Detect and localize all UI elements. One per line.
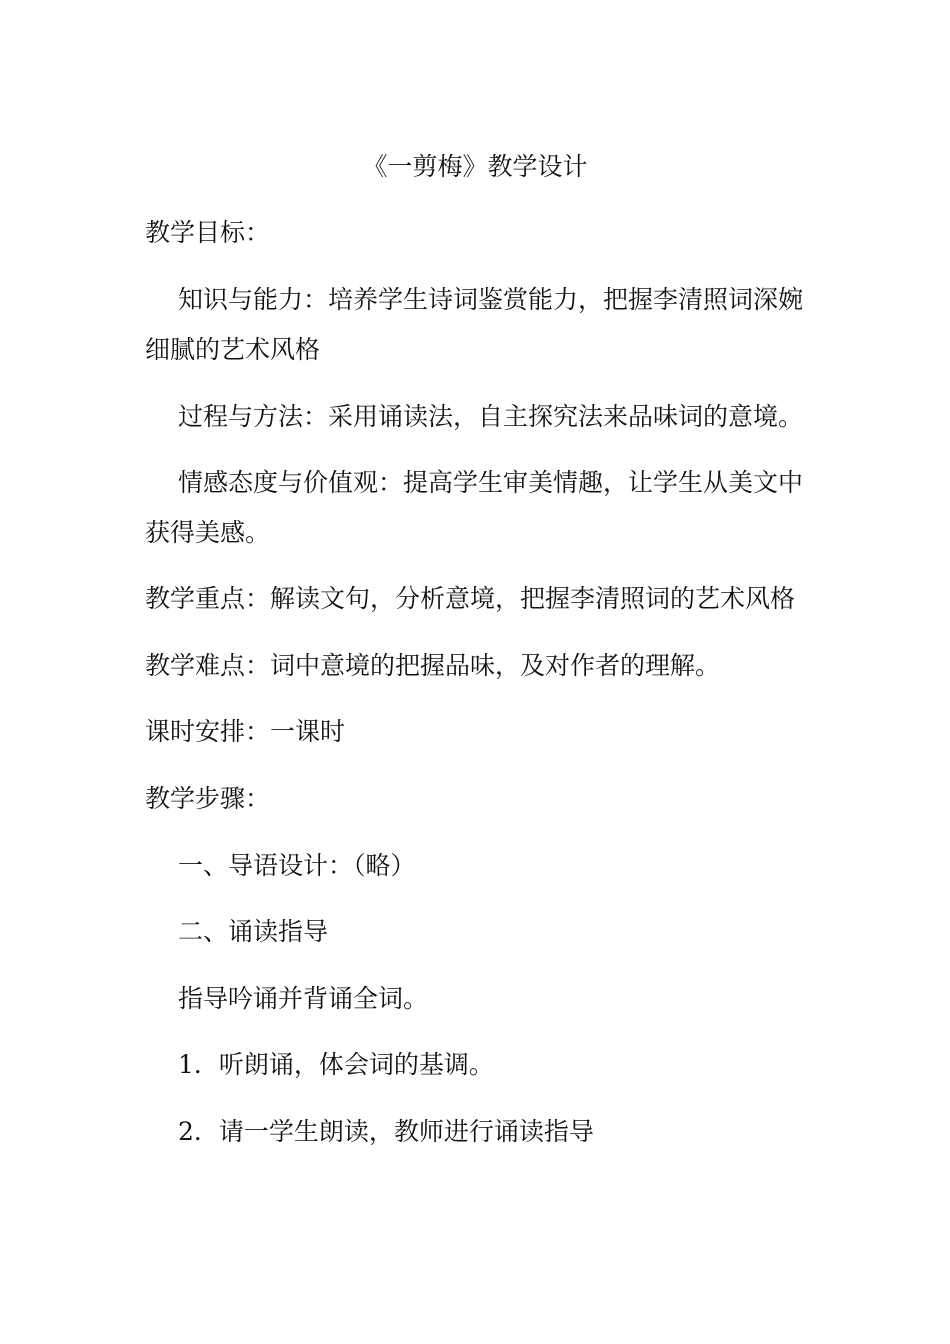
schedule: 课时安排：一课时 [145, 717, 346, 746]
objectives-heading: 教学目标： [145, 218, 271, 247]
steps-heading: 教学步骤： [145, 784, 271, 813]
objective-knowledge-line2: 细腻的艺术风格 [145, 335, 321, 364]
difficulty: 教学难点：词中意境的把握品味，及对作者的理解。 [145, 651, 721, 680]
key-point: 教学重点：解读文句，分析意境，把握李清照词的艺术风格 [145, 584, 796, 613]
objective-emotion-line2: 获得美感。 [145, 518, 271, 547]
step2-item2: 2．请一学生朗读，教师进行诵读指导 [178, 1117, 594, 1146]
document-title: 《一剪梅》教学设计 [362, 152, 588, 181]
objective-emotion-line1: 情感态度与价值观：提高学生审美情趣，让学生从美文中 [178, 468, 804, 497]
step2: 二、诵读指导 [178, 917, 329, 946]
step2-item1: 1．听朗诵，体会词的基调。 [178, 1050, 494, 1079]
objective-process: 过程与方法：采用诵读法，自主探究法来品味词的意境。 [178, 402, 804, 431]
objective-knowledge-line1: 知识与能力：培养学生诗词鉴赏能力，把握李清照词深婉 [178, 285, 804, 314]
step1: 一、导语设计：（略） [178, 851, 416, 880]
step2-intro: 指导吟诵并背诵全词。 [178, 984, 429, 1013]
